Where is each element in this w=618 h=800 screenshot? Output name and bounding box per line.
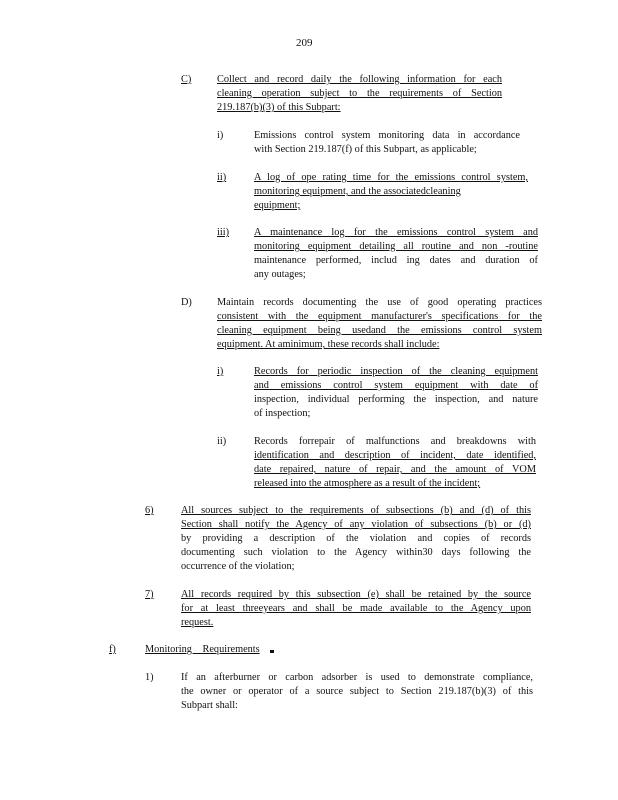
item-c-ii-line: A log of ope rating time for the emissions control system,	[254, 172, 528, 183]
item-c-ii-line: equipment;	[254, 200, 301, 211]
item-1-text	[181, 671, 533, 713]
item-d-line: equipment. At aminimum, these records shall include:	[217, 339, 440, 350]
item-c-line: cleaning operation subject to the requirements of Section	[217, 88, 502, 99]
item-d-i-line: inspection, individual performing the inspection, and nature	[254, 394, 538, 405]
item-c-i-line: with Section 219.187(f) of this Subpart, as applicable;	[254, 144, 477, 155]
item-7-text	[181, 588, 531, 630]
item-c-label: C)	[181, 74, 192, 85]
item-c-iii-label: iii)	[217, 227, 230, 238]
item-c-ii-text	[254, 171, 528, 213]
item-7-line: for at least threeyears and shall be made available to the Agency upon	[181, 603, 531, 614]
item-1-label: 1)	[145, 672, 154, 683]
item-c-iii-line: maintenance performed, includ ing dates and duration of	[254, 255, 538, 266]
item-7-line: All records required by this subsection (e) shall be retained by the source	[181, 589, 531, 600]
item-d-i-line: of inspection;	[254, 408, 311, 419]
item-d-label: D)	[181, 297, 192, 308]
item-c-ii-line: monitoring equipment, and the associatedcleaning	[254, 186, 461, 197]
item-6-text	[181, 504, 531, 574]
section-mark	[270, 650, 274, 653]
item-c-iii-line: monitoring equipment detailing all routine and non -routine	[254, 241, 538, 252]
item-d-line: cleaning equipment being usedand the emissions control system	[217, 325, 542, 336]
item-6-line: Section shall notify the Agency of any violation of subsections (b) or (d)	[181, 519, 531, 530]
item-d-line: Maintain records documenting the use of good operating practices	[217, 297, 542, 308]
item-1-line: If an afterburner or carbon adsorber is used to demonstrate compliance,	[181, 672, 533, 683]
item-c-iii-line: any outages;	[254, 269, 306, 280]
section-f-label: f)	[109, 644, 116, 655]
section-f-heading: Monitoring Requirements	[145, 644, 260, 655]
item-d-i-line: and emissions control system equipment with date of	[254, 380, 538, 391]
item-c-iii-text	[254, 226, 538, 282]
item-c-line: Collect and record daily the following information for each	[217, 74, 502, 85]
item-d-text	[217, 296, 542, 352]
item-c-i-line: Emissions control system monitoring data in accordance	[254, 130, 520, 141]
item-6-line: documenting such violation to the Agency within30 days following the	[181, 547, 531, 558]
item-6-line: by providing a description of the violation and copies of records	[181, 533, 531, 544]
item-1-line: Subpart shall:	[181, 700, 238, 711]
item-6-label: 6)	[145, 505, 154, 516]
item-d-line: consistent with the equipment manufacturer's specifications for the	[217, 311, 542, 322]
item-7-line: request.	[181, 617, 214, 628]
item-c-line: 219.187(b)(3) of this Subpart:	[217, 102, 341, 113]
item-c-text	[217, 73, 502, 115]
item-c-i-label: i)	[217, 130, 224, 141]
page-number: 209	[296, 37, 313, 49]
item-d-ii-line: released into the atmosphere as a result of the incident;	[254, 478, 481, 489]
item-d-i-label: i)	[217, 366, 224, 377]
item-d-ii-line: date repaired, nature of repair, and the amount of VOM	[254, 464, 536, 475]
item-d-i-text	[254, 365, 538, 421]
item-c-i-text	[254, 129, 520, 157]
item-c-ii-label: ii)	[217, 172, 227, 183]
item-d-ii-label: ii)	[217, 436, 227, 447]
item-c-iii-line: A maintenance log for the emissions control system and	[254, 227, 538, 238]
item-7-label: 7)	[145, 589, 154, 600]
item-1-line: the owner or operator of a source subject to Section 219.187(b)(3) of this	[181, 686, 533, 697]
item-d-i-line: Records for periodic inspection of the cleaning equipment	[254, 366, 538, 377]
item-6-line: All sources subject to the requirements of subsections (b) and (d) of this	[181, 505, 531, 516]
item-6-line: occurrence of the violation;	[181, 561, 295, 572]
item-d-ii-text	[254, 435, 536, 491]
item-d-ii-line: Records forrepair of malfunctions and breakdowns with	[254, 436, 536, 447]
item-d-ii-line: identification and description of incident, date identified,	[254, 450, 536, 461]
